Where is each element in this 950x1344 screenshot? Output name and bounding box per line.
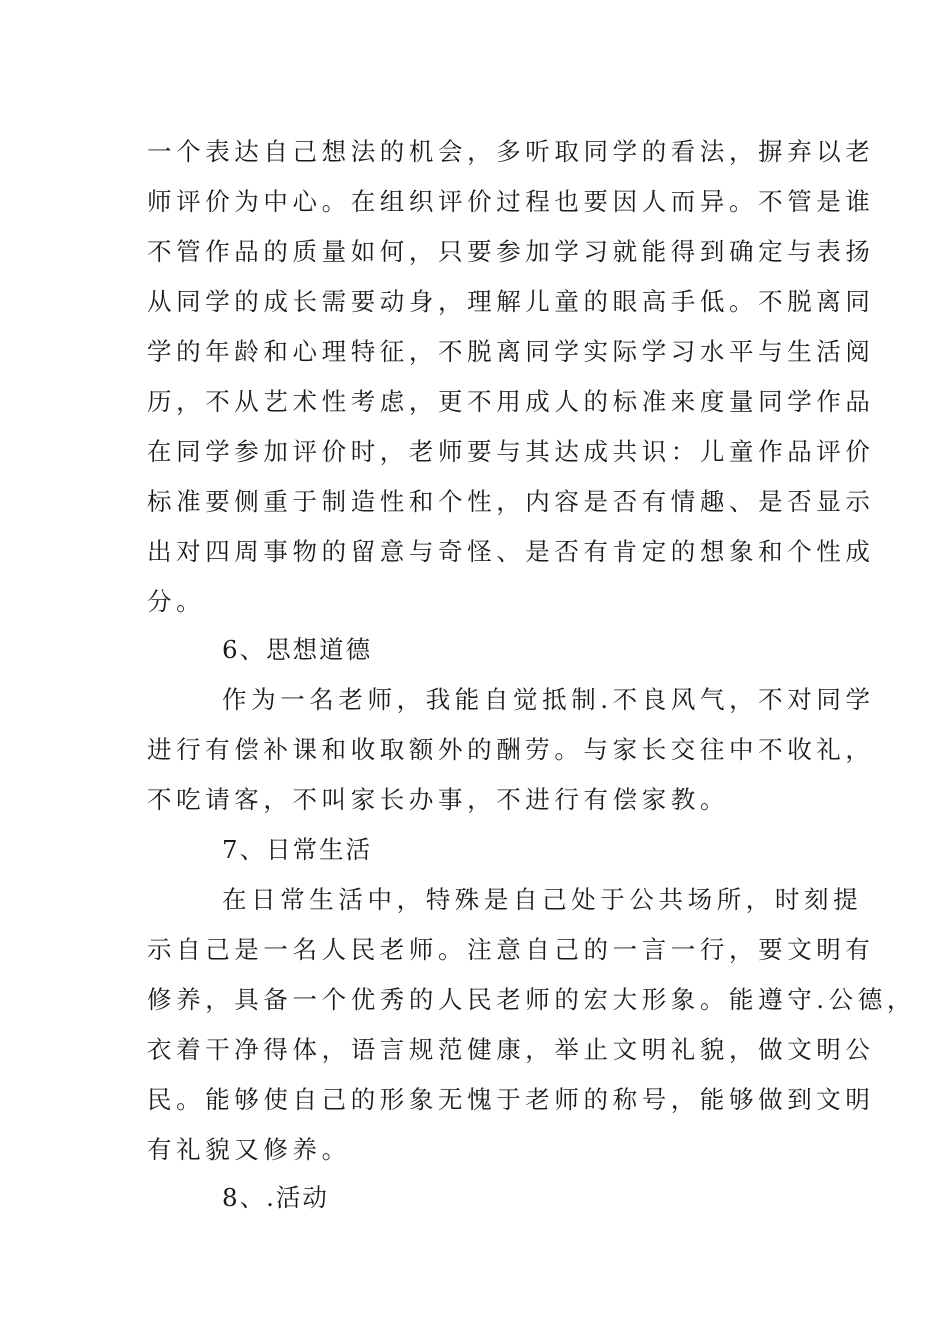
text-line: 进行有偿补课和收取额外的酬劳。与家长交往中不收礼， bbox=[147, 735, 875, 764]
text-line: 民。能够使自己的形象无愧于老师的称号，能够做到文明 bbox=[147, 1085, 875, 1114]
text-line: 示自己是一名人民老师。注意自己的一言一行，要文明有 bbox=[147, 935, 875, 964]
text-line: 在同学参加评价时，老师要与其达成共识：儿童作品评价 bbox=[147, 437, 875, 466]
text-line: 不管作品的质量如何，只要参加学习就能得到确定与表扬 bbox=[147, 237, 875, 266]
section-heading-8: 8、.活动 bbox=[222, 1183, 329, 1212]
text-line: 不吃请客，不叫家长办事，不进行有偿家教。 bbox=[147, 785, 729, 814]
section-heading-7: 7、日常生活 bbox=[222, 835, 373, 864]
text-line: 分。 bbox=[147, 587, 206, 616]
text-line: 师评价为中心。在组织评价过程也要因人而异。不管是谁 bbox=[147, 187, 875, 216]
text-line: 有礼貌又修养。 bbox=[147, 1135, 351, 1164]
text-line: 标准要侧重于制造性和个性，内容是否有情趣、是否显示 bbox=[147, 487, 875, 516]
text-line: 从同学的成长需要动身，理解儿童的眼高手低。不脱离同 bbox=[147, 287, 875, 316]
text-line: 在日常生活中，特殊是自己处于公共场所，时刻提 bbox=[222, 885, 863, 914]
text-line: 一个表达自己想法的机会，多听取同学的看法，摒弃以老 bbox=[147, 137, 875, 166]
text-line: 修养，具备一个优秀的人民老师的宏大形象。能遵守.公德， bbox=[147, 985, 916, 1014]
text-line: 历，不从艺术性考虑，更不用成人的标准来度量同学作品 bbox=[147, 387, 875, 416]
text-line: 作为一名老师，我能自觉抵制.不良风气，不对同学 bbox=[222, 685, 875, 714]
text-line: 学的年龄和心理特征，不脱离同学实际学习水平与生活阅 bbox=[147, 337, 875, 366]
section-heading-6: 6、思想道德 bbox=[222, 635, 373, 664]
text-line: 出对四周事物的留意与奇怪、是否有肯定的想象和个性成 bbox=[147, 537, 875, 566]
text-line: 衣着干净得体，语言规范健康，举止文明礼貌，做文明公 bbox=[147, 1035, 875, 1064]
